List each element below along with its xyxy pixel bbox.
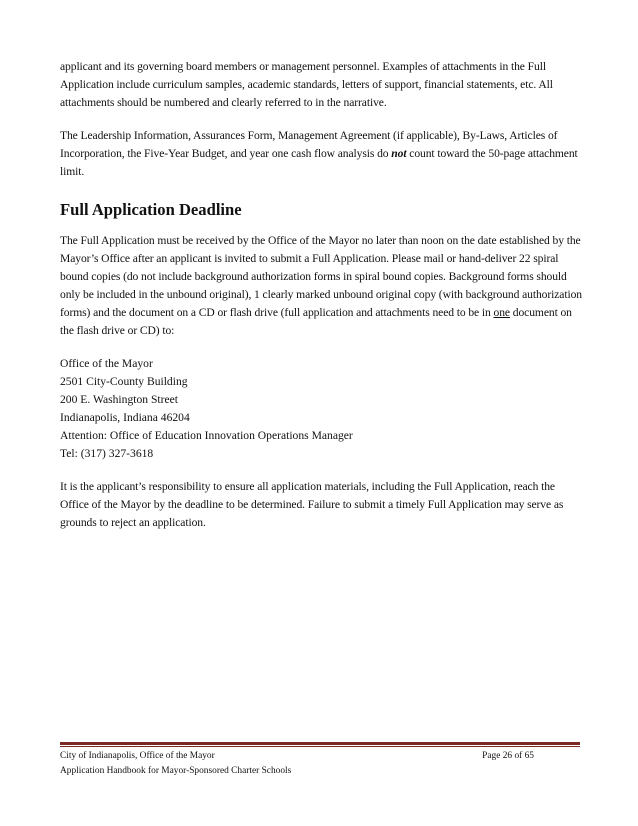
attachment-limit-text-start: The Leadership Information, Assurances Form, Management Agreement (if applicable), By-Laws, Articles of Incorporation, the Five-Year Budget, and year one cash flow analysis do <box>60 129 558 160</box>
footer-organization: City of Indianapolis, Office of the Mayor <box>60 751 215 761</box>
footer-rule-thin <box>60 746 580 747</box>
address-line-3: 200 E. Washington Street <box>60 393 178 406</box>
underlined-one: one <box>493 306 510 319</box>
emphasis-not: not <box>391 147 407 160</box>
deadline-text-end: document on the flash drive or CD) to: <box>60 306 572 337</box>
footer-document-title: Application Handbook for Mayor-Sponsored Charter Schools <box>60 766 292 776</box>
deadline-text-start: The Full Application must be received by the Office of the Mayor no later than noon on the date established by the Mayor’s Office after an applicant is invited to submit a Full Application. Please mail or hand-deliver 22 spiral bound copies (do not include background authorization forms in spiral bound copies. Background forms should only be included in the unbound original), 1 clearly marked unbound original copy (with background authorization forms) and the document on a CD or flash drive (full application and attachments need to be in <box>60 234 582 319</box>
attachment-limit-text-end: count toward the 50-page attachment limit. <box>60 147 578 178</box>
address-line-2: 2501 City-County Building <box>60 375 188 388</box>
mailing-address <box>60 355 582 463</box>
responsibility-paragraph: It is the applicant’s responsibility to ensure all application materials, including the Full Application, reach the Office of the Mayor by the deadline to be determined. Failure to submit a timely Full Application may serve as grounds to reject an application. <box>60 480 564 529</box>
section-heading: Full Application Deadline <box>60 200 242 219</box>
attachment-limit-paragraph <box>60 127 582 181</box>
page-footer <box>60 742 580 778</box>
attachments-paragraph: applicant and its governing board members or management personnel. Examples of attachments in the Full Application include curriculum samples, academic standards, letters of support, financial statements, etc. All attachments should be numbered and clearly referred to in the narrative. <box>60 60 553 109</box>
address-line-4: Indianapolis, Indiana 46204 <box>60 411 190 424</box>
page-number: Page 26 of 65 <box>482 751 534 761</box>
page-content <box>60 58 582 547</box>
footer-row <box>60 751 580 761</box>
address-line-6: Tel: (317) 327-3618 <box>60 447 154 460</box>
address-line-5: Attention: Office of Education Innovation Operations Manager <box>60 429 353 442</box>
footer-rule-thick <box>60 742 580 745</box>
deadline-paragraph <box>60 232 582 340</box>
address-line-1: Office of the Mayor <box>60 357 153 370</box>
